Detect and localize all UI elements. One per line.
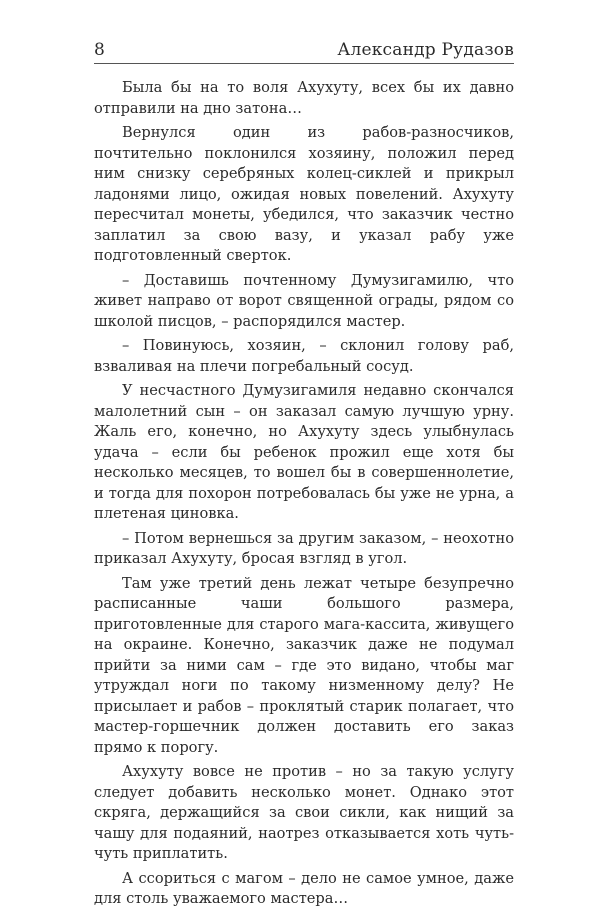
paragraph: – Доставишь почтенному Думузигамилю, что живет направо от ворот священной ограды, рядом со школой писцов, – распорядился мастер. [94, 271, 514, 330]
paragraph: – Повинуюсь, хозяин, – склонил голову раб, взваливая на плечи погребальный сосуд. [94, 337, 514, 375]
paragraph: У несчастного Думузигамиля недавно скончался малолетний сын – он заказал самую лучшую урну. Жаль его, конечно, но Ахухуту здесь улыбнулась удача – если бы ребенок прожил еще хотя бы несколько месяцев, то вошел бы в совершеннолетие, и тогда для похорон потребовалась бы уже не урна, а плетеная циновка. [94, 382, 514, 522]
paragraph: Вернулся один из рабов-разносчиков, почтительно поклонился хозяину, положил перед ним снизку серебряных колец-сиклей и прикрыл ладонями лицо, ожидая новых повелений. Ахухуту пересчитал монеты, убедился, что заказчик честно заплатил за свою вазу, и указал рабу уже подготовленный сверток. [94, 124, 514, 264]
paragraph: Ахухуту вовсе не против – но за такую услугу следует добавить несколько монет. Однако этот скряга, держащийся за свои сикли, как нищий за чашу для подаяний, наотрез отказывается хоть чуть-чуть приплатить. [94, 763, 514, 862]
paragraph: – Потом вернешься за другим заказом, – неохотно приказал Ахухуту, бросая взгляд в угол. [94, 529, 514, 567]
header-rule [94, 63, 514, 64]
paragraph: Там уже третий день лежат четыре безупречно расписанные чаши большого размера, приготовленные для старого мага-кассита, живущего на окраине. Конечно, заказчик даже не подумал прийти за ними сам – где это видано, чтобы маг утруждал ноги по такому низменному делу? Не присылает и рабов – проклятый старик полагает, что мастер-горшечник должен доставить его заказ прямо к порогу. [94, 574, 514, 756]
paragraph: Была бы на то воля Ахухуту, всех бы их давно отправили на дно затона… [94, 79, 514, 117]
body-text [94, 78, 514, 910]
paragraph: А ссориться с магом – дело не самое умное, даже для столь уважаемого мастера… [94, 869, 514, 907]
running-head-author: Александр Рудазов [337, 40, 514, 60]
page-number: 8 [94, 40, 105, 60]
page-header [94, 36, 514, 64]
